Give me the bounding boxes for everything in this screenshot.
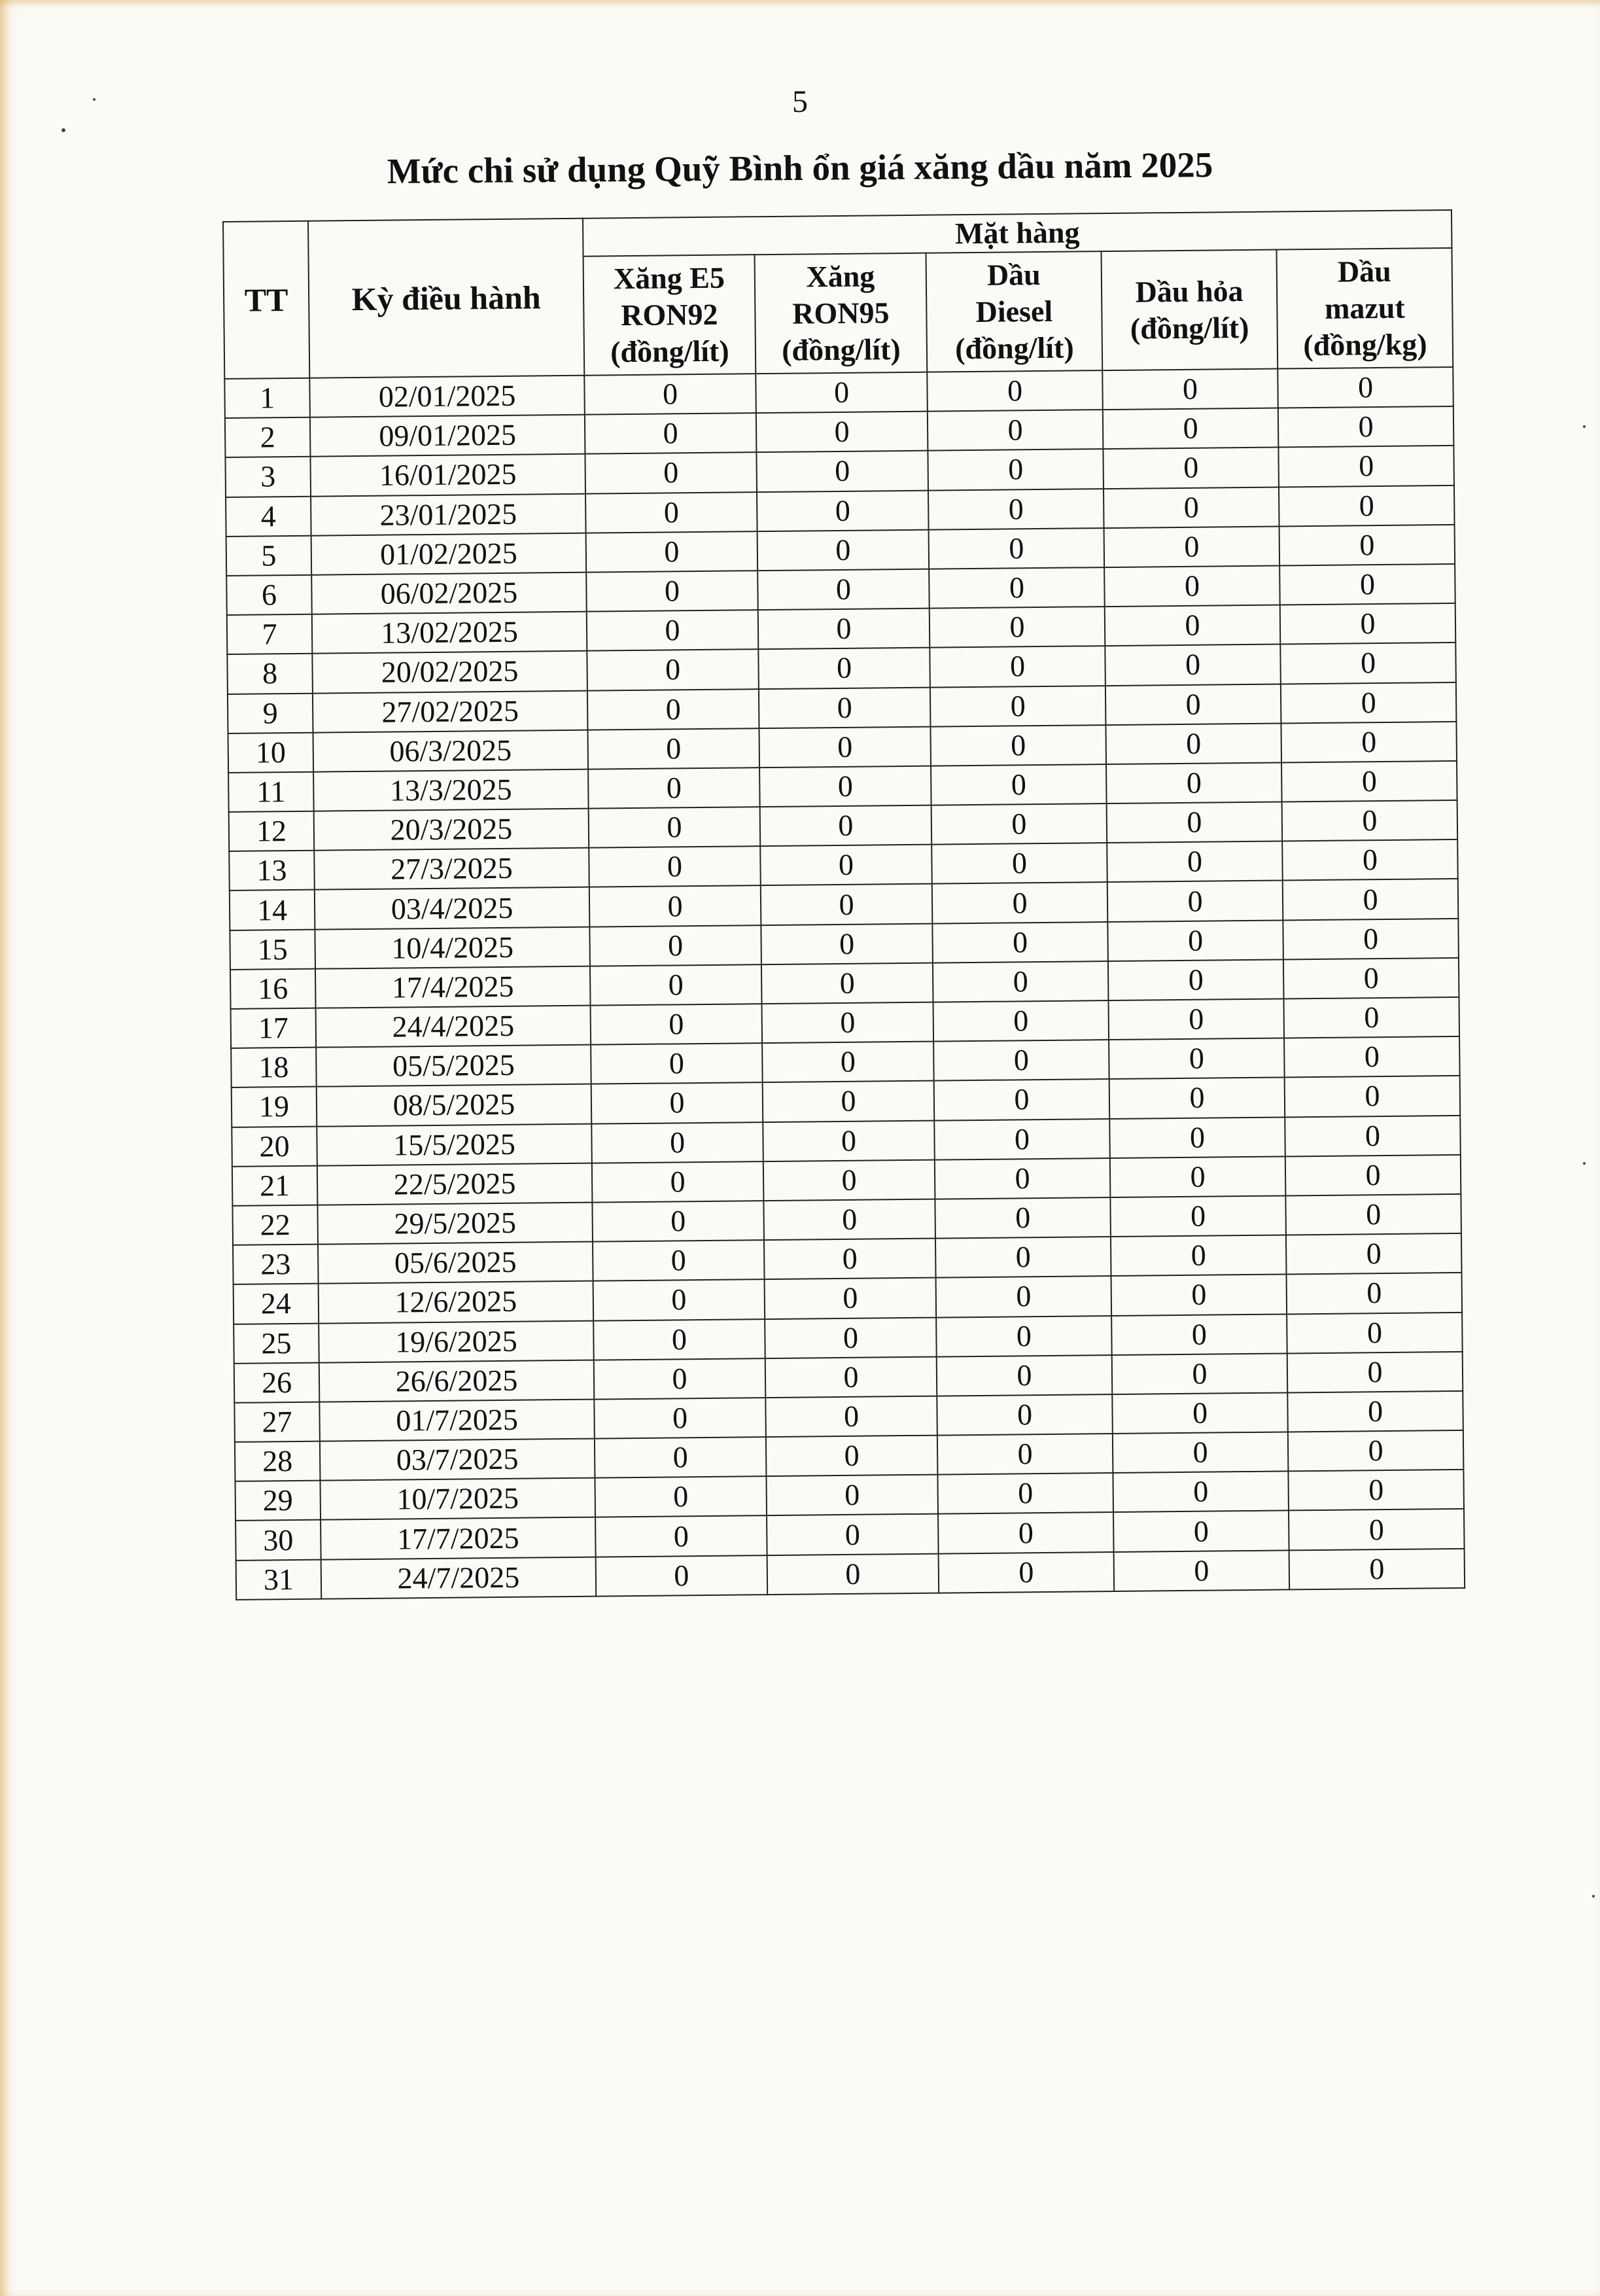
page-number: 5 bbox=[792, 84, 808, 119]
cell-e5-ron92: 0 bbox=[590, 964, 762, 1006]
cell-e5-ron92: 0 bbox=[587, 610, 759, 651]
header-line: (đồng/lít) bbox=[1130, 310, 1249, 345]
cell-tt: 2 bbox=[225, 417, 311, 457]
cell-diesel: 0 bbox=[930, 686, 1106, 727]
cell-tt: 3 bbox=[225, 457, 311, 497]
cell-ron95: 0 bbox=[758, 648, 930, 689]
cell-period: 17/7/2025 bbox=[321, 1517, 596, 1559]
cell-kerosene: 0 bbox=[1105, 684, 1281, 725]
header-line: RON95 bbox=[792, 296, 890, 330]
cell-diesel: 0 bbox=[931, 843, 1107, 884]
header-ron95 bbox=[755, 253, 928, 374]
cell-mazut: 0 bbox=[1280, 603, 1456, 645]
cell-e5-ron92: 0 bbox=[589, 925, 761, 966]
cell-diesel: 0 bbox=[928, 410, 1104, 451]
cell-kerosene: 0 bbox=[1109, 1038, 1285, 1080]
cell-diesel: 0 bbox=[930, 646, 1105, 687]
cell-period: 15/5/2025 bbox=[317, 1123, 592, 1165]
cell-e5-ron92: 0 bbox=[591, 1122, 763, 1163]
cell-e5-ron92: 0 bbox=[585, 413, 757, 454]
cell-tt: 12 bbox=[229, 811, 315, 851]
cell-tt: 15 bbox=[230, 929, 315, 969]
cell-period: 20/3/2025 bbox=[314, 809, 589, 851]
speck-mark bbox=[1583, 425, 1586, 428]
cell-ron95: 0 bbox=[760, 805, 932, 847]
cell-kerosene: 0 bbox=[1110, 1195, 1286, 1237]
cell-tt: 6 bbox=[226, 575, 312, 615]
cell-ron95: 0 bbox=[762, 1002, 934, 1044]
cell-tt: 25 bbox=[234, 1323, 319, 1363]
cell-mazut: 0 bbox=[1279, 486, 1455, 527]
cell-ron95: 0 bbox=[759, 766, 931, 807]
cell-tt: 5 bbox=[226, 535, 312, 575]
cell-e5-ron92: 0 bbox=[595, 1516, 767, 1557]
cell-diesel: 0 bbox=[934, 1119, 1110, 1160]
cell-mazut: 0 bbox=[1283, 997, 1459, 1038]
cell-mazut: 0 bbox=[1288, 1470, 1464, 1511]
cell-tt: 23 bbox=[233, 1245, 319, 1284]
cell-kerosene: 0 bbox=[1112, 1353, 1288, 1394]
cell-e5-ron92: 0 bbox=[584, 374, 756, 415]
cell-period: 27/02/2025 bbox=[313, 690, 588, 732]
cell-kerosene: 0 bbox=[1104, 487, 1279, 528]
cell-mazut: 0 bbox=[1284, 1036, 1460, 1078]
cell-diesel: 0 bbox=[938, 1512, 1114, 1553]
cell-tt: 26 bbox=[234, 1362, 320, 1402]
cell-mazut: 0 bbox=[1278, 367, 1453, 408]
cell-ron95: 0 bbox=[758, 609, 930, 650]
header-period: Kỳ điều hành bbox=[308, 219, 584, 378]
cell-period: 23/01/2025 bbox=[311, 493, 586, 535]
cell-tt: 7 bbox=[227, 614, 313, 654]
cell-mazut: 0 bbox=[1279, 564, 1455, 605]
cell-period: 29/5/2025 bbox=[317, 1203, 593, 1245]
cell-e5-ron92: 0 bbox=[592, 1201, 764, 1242]
cell-tt: 28 bbox=[235, 1441, 321, 1481]
cell-tt: 30 bbox=[235, 1520, 321, 1560]
cell-diesel: 0 bbox=[935, 1197, 1111, 1239]
cell-e5-ron92: 0 bbox=[585, 492, 757, 533]
cell-e5-ron92: 0 bbox=[587, 649, 759, 690]
cell-diesel: 0 bbox=[937, 1355, 1113, 1396]
cell-e5-ron92: 0 bbox=[593, 1240, 765, 1281]
cell-mazut: 0 bbox=[1289, 1548, 1465, 1589]
cell-tt: 24 bbox=[234, 1284, 319, 1324]
cell-diesel: 0 bbox=[930, 607, 1105, 648]
cell-tt: 20 bbox=[232, 1126, 317, 1166]
cell-kerosene: 0 bbox=[1110, 1156, 1286, 1197]
header-line: (đồng/kg) bbox=[1303, 327, 1427, 362]
header-diesel bbox=[926, 251, 1103, 372]
cell-tt: 29 bbox=[235, 1481, 321, 1521]
cell-mazut: 0 bbox=[1280, 643, 1456, 684]
cell-ron95: 0 bbox=[756, 372, 928, 414]
cell-mazut: 0 bbox=[1282, 839, 1458, 881]
cell-period: 12/6/2025 bbox=[319, 1281, 594, 1323]
cell-period: 19/6/2025 bbox=[319, 1320, 594, 1362]
table-body bbox=[224, 367, 1465, 1600]
cell-period: 27/3/2025 bbox=[314, 848, 589, 890]
cell-tt: 14 bbox=[230, 890, 315, 930]
cell-mazut: 0 bbox=[1287, 1391, 1463, 1432]
cell-mazut: 0 bbox=[1283, 919, 1459, 960]
cell-tt: 19 bbox=[232, 1087, 317, 1127]
cell-ron95: 0 bbox=[763, 1081, 935, 1122]
cell-tt: 27 bbox=[234, 1402, 320, 1442]
cell-period: 05/5/2025 bbox=[316, 1045, 591, 1087]
cell-mazut: 0 bbox=[1278, 446, 1454, 487]
cell-kerosene: 0 bbox=[1102, 369, 1278, 410]
cell-kerosene: 0 bbox=[1109, 1078, 1285, 1119]
cell-ron95: 0 bbox=[766, 1475, 938, 1516]
cell-ron95: 0 bbox=[766, 1436, 938, 1477]
header-line: Xăng E5 bbox=[613, 260, 725, 296]
cell-tt: 13 bbox=[229, 851, 315, 891]
cell-mazut: 0 bbox=[1285, 1115, 1461, 1156]
cell-diesel: 0 bbox=[933, 961, 1109, 1002]
cell-mazut: 0 bbox=[1287, 1352, 1463, 1393]
cell-tt: 4 bbox=[226, 496, 311, 536]
cell-e5-ron92: 0 bbox=[595, 1476, 767, 1517]
cell-ron95: 0 bbox=[763, 1199, 935, 1241]
cell-ron95: 0 bbox=[763, 1120, 935, 1161]
cell-diesel: 0 bbox=[936, 1316, 1112, 1357]
cell-ron95: 0 bbox=[759, 726, 931, 768]
cell-e5-ron92: 0 bbox=[593, 1279, 765, 1320]
cell-kerosene: 0 bbox=[1106, 762, 1282, 804]
cell-tt: 8 bbox=[227, 654, 313, 694]
cell-period: 03/4/2025 bbox=[315, 887, 590, 929]
cell-ron95: 0 bbox=[765, 1396, 937, 1437]
cell-mazut: 0 bbox=[1281, 761, 1457, 802]
cell-e5-ron92: 0 bbox=[594, 1398, 766, 1439]
cell-ron95: 0 bbox=[756, 451, 928, 492]
header-line: (đồng/lít) bbox=[610, 334, 729, 369]
cell-mazut: 0 bbox=[1285, 1076, 1461, 1117]
cell-diesel: 0 bbox=[939, 1552, 1115, 1593]
cell-diesel: 0 bbox=[931, 764, 1107, 805]
cell-kerosene: 0 bbox=[1107, 802, 1283, 843]
speck-mark bbox=[61, 128, 65, 132]
cell-e5-ron92: 0 bbox=[595, 1437, 767, 1478]
cell-e5-ron92: 0 bbox=[589, 807, 761, 848]
document-title: Mức chi sử dụng Quỹ Bình ổn giá xăng dầu năm 2025 bbox=[387, 145, 1213, 191]
cell-diesel: 0 bbox=[929, 528, 1105, 569]
cell-tt: 16 bbox=[230, 969, 316, 1009]
spending-table-container bbox=[222, 209, 1465, 1600]
header-mazut bbox=[1276, 248, 1453, 369]
cell-mazut: 0 bbox=[1288, 1430, 1464, 1472]
header-line: Dầu hỏa bbox=[1135, 274, 1243, 309]
cell-period: 06/3/2025 bbox=[313, 730, 589, 771]
cell-ron95: 0 bbox=[765, 1356, 937, 1398]
cell-ron95: 0 bbox=[762, 1042, 934, 1083]
cell-ron95: 0 bbox=[767, 1553, 939, 1595]
cell-ron95: 0 bbox=[767, 1514, 939, 1555]
cell-diesel: 0 bbox=[932, 922, 1108, 963]
cell-diesel: 0 bbox=[933, 1000, 1109, 1042]
cell-tt: 1 bbox=[224, 378, 310, 418]
cell-period: 10/7/2025 bbox=[320, 1478, 595, 1520]
cell-kerosene: 0 bbox=[1108, 998, 1284, 1040]
cell-kerosene: 0 bbox=[1112, 1392, 1288, 1434]
cell-ron95: 0 bbox=[761, 923, 933, 964]
cell-tt: 21 bbox=[232, 1165, 318, 1205]
cell-diesel: 0 bbox=[929, 567, 1105, 609]
cell-period: 02/01/2025 bbox=[309, 376, 585, 417]
cell-kerosene: 0 bbox=[1111, 1314, 1287, 1355]
header-tt: TT bbox=[223, 221, 309, 379]
cell-e5-ron92: 0 bbox=[589, 846, 761, 887]
header-e5-ron92 bbox=[583, 255, 756, 376]
cell-mazut: 0 bbox=[1289, 1509, 1465, 1550]
cell-e5-ron92: 0 bbox=[586, 531, 758, 573]
cell-e5-ron92: 0 bbox=[591, 1043, 763, 1084]
cell-period: 09/01/2025 bbox=[310, 415, 585, 457]
cell-ron95: 0 bbox=[756, 412, 928, 453]
cell-period: 17/4/2025 bbox=[315, 966, 591, 1008]
cell-period: 10/4/2025 bbox=[315, 927, 590, 968]
cell-kerosene: 0 bbox=[1107, 920, 1283, 961]
header-line: mazut bbox=[1324, 291, 1405, 325]
header-line: RON92 bbox=[621, 297, 718, 332]
cell-diesel: 0 bbox=[932, 882, 1108, 923]
cell-period: 05/6/2025 bbox=[318, 1242, 593, 1284]
cell-tt: 17 bbox=[231, 1008, 317, 1048]
cell-e5-ron92: 0 bbox=[586, 571, 758, 612]
cell-period: 20/02/2025 bbox=[312, 651, 587, 693]
cell-e5-ron92: 0 bbox=[587, 728, 759, 769]
cell-kerosene: 0 bbox=[1111, 1275, 1287, 1316]
cell-kerosene: 0 bbox=[1103, 448, 1279, 489]
cell-kerosene: 0 bbox=[1103, 408, 1279, 450]
cell-period: 08/5/2025 bbox=[317, 1084, 592, 1126]
cell-mazut: 0 bbox=[1282, 800, 1458, 841]
cell-tt: 18 bbox=[231, 1048, 317, 1087]
cell-kerosene: 0 bbox=[1113, 1472, 1289, 1513]
cell-kerosene: 0 bbox=[1105, 645, 1281, 686]
cell-e5-ron92: 0 bbox=[593, 1319, 765, 1360]
cell-ron95: 0 bbox=[757, 569, 930, 610]
cell-ron95: 0 bbox=[764, 1239, 936, 1280]
cell-diesel: 0 bbox=[936, 1276, 1112, 1317]
cell-kerosene: 0 bbox=[1108, 959, 1284, 1000]
cell-period: 01/7/2025 bbox=[319, 1400, 595, 1441]
cell-ron95: 0 bbox=[761, 884, 933, 925]
cell-mazut: 0 bbox=[1278, 406, 1454, 448]
header-kerosene bbox=[1102, 250, 1278, 371]
cell-period: 24/7/2025 bbox=[321, 1557, 597, 1598]
cell-diesel: 0 bbox=[927, 370, 1103, 412]
cell-period: 13/02/2025 bbox=[312, 612, 587, 654]
cell-kerosene: 0 bbox=[1104, 526, 1280, 567]
cell-kerosene: 0 bbox=[1111, 1235, 1287, 1277]
cell-diesel: 0 bbox=[931, 804, 1107, 845]
cell-mazut: 0 bbox=[1281, 682, 1457, 723]
cell-e5-ron92: 0 bbox=[585, 453, 757, 494]
cell-diesel: 0 bbox=[930, 725, 1106, 766]
cell-period: 24/4/2025 bbox=[316, 1006, 591, 1048]
speck-mark bbox=[1592, 1895, 1595, 1898]
cell-diesel: 0 bbox=[933, 1040, 1109, 1081]
cell-mazut: 0 bbox=[1281, 722, 1457, 763]
cell-diesel: 0 bbox=[935, 1237, 1111, 1278]
cell-period: 03/7/2025 bbox=[320, 1439, 595, 1481]
cell-diesel: 0 bbox=[937, 1473, 1113, 1514]
cell-ron95: 0 bbox=[765, 1317, 937, 1358]
cell-e5-ron92: 0 bbox=[587, 689, 759, 730]
cell-tt: 31 bbox=[236, 1559, 322, 1599]
cell-kerosene: 0 bbox=[1107, 841, 1283, 883]
cell-ron95: 0 bbox=[757, 529, 930, 571]
cell-e5-ron92: 0 bbox=[591, 1083, 763, 1124]
cell-kerosene: 0 bbox=[1104, 565, 1280, 607]
cell-tt: 10 bbox=[228, 732, 314, 772]
cell-mazut: 0 bbox=[1285, 1194, 1461, 1235]
cell-kerosene: 0 bbox=[1113, 1511, 1289, 1552]
cell-kerosene: 0 bbox=[1105, 605, 1281, 646]
cell-e5-ron92: 0 bbox=[588, 768, 760, 809]
cell-diesel: 0 bbox=[935, 1158, 1111, 1199]
cell-mazut: 0 bbox=[1283, 958, 1459, 999]
header-line: (đồng/lít) bbox=[954, 330, 1074, 366]
header-line: Dầu bbox=[1337, 254, 1391, 289]
header-product-group: Mặt hàng bbox=[583, 210, 1452, 256]
cell-e5-ron92: 0 bbox=[594, 1358, 766, 1400]
cell-period: 06/02/2025 bbox=[311, 573, 587, 614]
cell-tt: 22 bbox=[232, 1205, 318, 1245]
cell-ron95: 0 bbox=[761, 963, 933, 1004]
cell-kerosene: 0 bbox=[1107, 881, 1283, 922]
cell-e5-ron92: 0 bbox=[596, 1555, 768, 1597]
header-line: Dầu bbox=[986, 257, 1041, 292]
spending-table bbox=[222, 209, 1465, 1600]
cell-mazut: 0 bbox=[1287, 1273, 1463, 1314]
header-line: (đồng/lít) bbox=[781, 332, 901, 367]
cell-period: 16/01/2025 bbox=[310, 454, 585, 496]
speck-mark bbox=[1583, 1162, 1586, 1165]
cell-mazut: 0 bbox=[1287, 1312, 1463, 1353]
cell-mazut: 0 bbox=[1279, 525, 1455, 566]
cell-ron95: 0 bbox=[757, 490, 929, 531]
cell-e5-ron92: 0 bbox=[592, 1161, 764, 1203]
cell-kerosene: 0 bbox=[1114, 1550, 1290, 1591]
cell-period: 13/3/2025 bbox=[313, 769, 589, 811]
cell-diesel: 0 bbox=[928, 449, 1104, 490]
cell-e5-ron92: 0 bbox=[589, 886, 761, 927]
cell-ron95: 0 bbox=[763, 1159, 935, 1201]
cell-ron95: 0 bbox=[760, 845, 932, 886]
cell-diesel: 0 bbox=[934, 1079, 1110, 1120]
cell-period: 22/5/2025 bbox=[317, 1163, 593, 1205]
cell-diesel: 0 bbox=[937, 1394, 1113, 1436]
cell-kerosene: 0 bbox=[1105, 723, 1281, 764]
cell-diesel: 0 bbox=[928, 489, 1104, 530]
cell-period: 01/02/2025 bbox=[311, 533, 587, 574]
cell-mazut: 0 bbox=[1285, 1155, 1461, 1196]
cell-mazut: 0 bbox=[1286, 1233, 1462, 1275]
cell-e5-ron92: 0 bbox=[591, 1004, 763, 1045]
cell-tt: 11 bbox=[228, 772, 314, 812]
header-line: Xăng bbox=[806, 259, 875, 294]
cell-kerosene: 0 bbox=[1109, 1117, 1285, 1158]
header-line: Diesel bbox=[975, 294, 1053, 328]
cell-kerosene: 0 bbox=[1113, 1432, 1289, 1474]
cell-mazut: 0 bbox=[1283, 879, 1459, 920]
cell-period: 26/6/2025 bbox=[319, 1360, 595, 1402]
cell-tt: 9 bbox=[228, 693, 313, 733]
cell-ron95: 0 bbox=[765, 1278, 937, 1319]
cell-diesel: 0 bbox=[937, 1434, 1113, 1475]
cell-ron95: 0 bbox=[759, 687, 931, 728]
